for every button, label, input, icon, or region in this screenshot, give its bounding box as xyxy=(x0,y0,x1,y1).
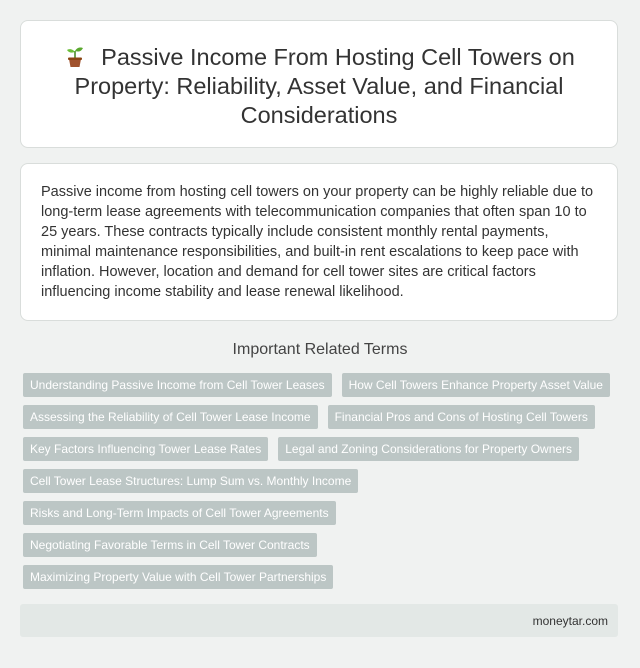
title-card xyxy=(20,20,618,148)
tag-row xyxy=(23,565,623,589)
intro-card xyxy=(20,163,618,321)
related-term-tag[interactable]: Financial Pros and Cons of Hosting Cell Towers xyxy=(328,405,595,429)
related-term-tag[interactable]: Understanding Passive Income from Cell Tower Leases xyxy=(23,373,332,397)
related-terms-heading: Important Related Terms xyxy=(232,341,408,358)
tag-row xyxy=(23,533,623,557)
tag-row xyxy=(23,373,623,397)
related-term-tag[interactable]: Key Factors Influencing Tower Lease Rates xyxy=(23,437,268,461)
related-term-tag[interactable]: Maximizing Property Value with Cell Tower Partnerships xyxy=(23,565,333,589)
related-term-tag[interactable]: Cell Tower Lease Structures: Lump Sum vs. Monthly Income xyxy=(23,469,358,493)
footer-site-link[interactable]: moneytar.com xyxy=(532,614,608,628)
sprout-icon xyxy=(63,44,87,68)
intro-paragraph: Passive income from hosting cell towers on your property can be highly reliable due to long-term lease agreements with telecommunication companies that often span 10 to 25 years. These contracts typically include consistent monthly rental payments, minimal maintenance responsibilities, and built-in rent escalations to keep pace with inflation. However, location and demand for cell tower sites are critical factors influencing income stability and lease renewal likelihood. xyxy=(41,184,594,300)
related-term-tag[interactable]: How Cell Towers Enhance Property Asset Value xyxy=(342,373,610,397)
page-title xyxy=(21,21,617,130)
related-terms-list xyxy=(23,373,623,597)
related-term-tag[interactable]: Assessing the Reliability of Cell Tower Lease Income xyxy=(23,405,318,429)
related-term-tag[interactable]: Negotiating Favorable Terms in Cell Tower Contracts xyxy=(23,533,317,557)
tag-row xyxy=(23,405,623,429)
footer xyxy=(20,604,618,637)
related-term-tag[interactable]: Legal and Zoning Considerations for Property Owners xyxy=(278,437,579,461)
page-title-text: Passive Income From Hosting Cell Towers on Property: Reliability, Asset Value, and Financial Considerations xyxy=(74,44,575,128)
tag-row xyxy=(23,469,623,493)
tag-row xyxy=(23,501,623,525)
related-term-tag[interactable]: Risks and Long-Term Impacts of Cell Tower Agreements xyxy=(23,501,336,525)
tag-row xyxy=(23,437,623,461)
